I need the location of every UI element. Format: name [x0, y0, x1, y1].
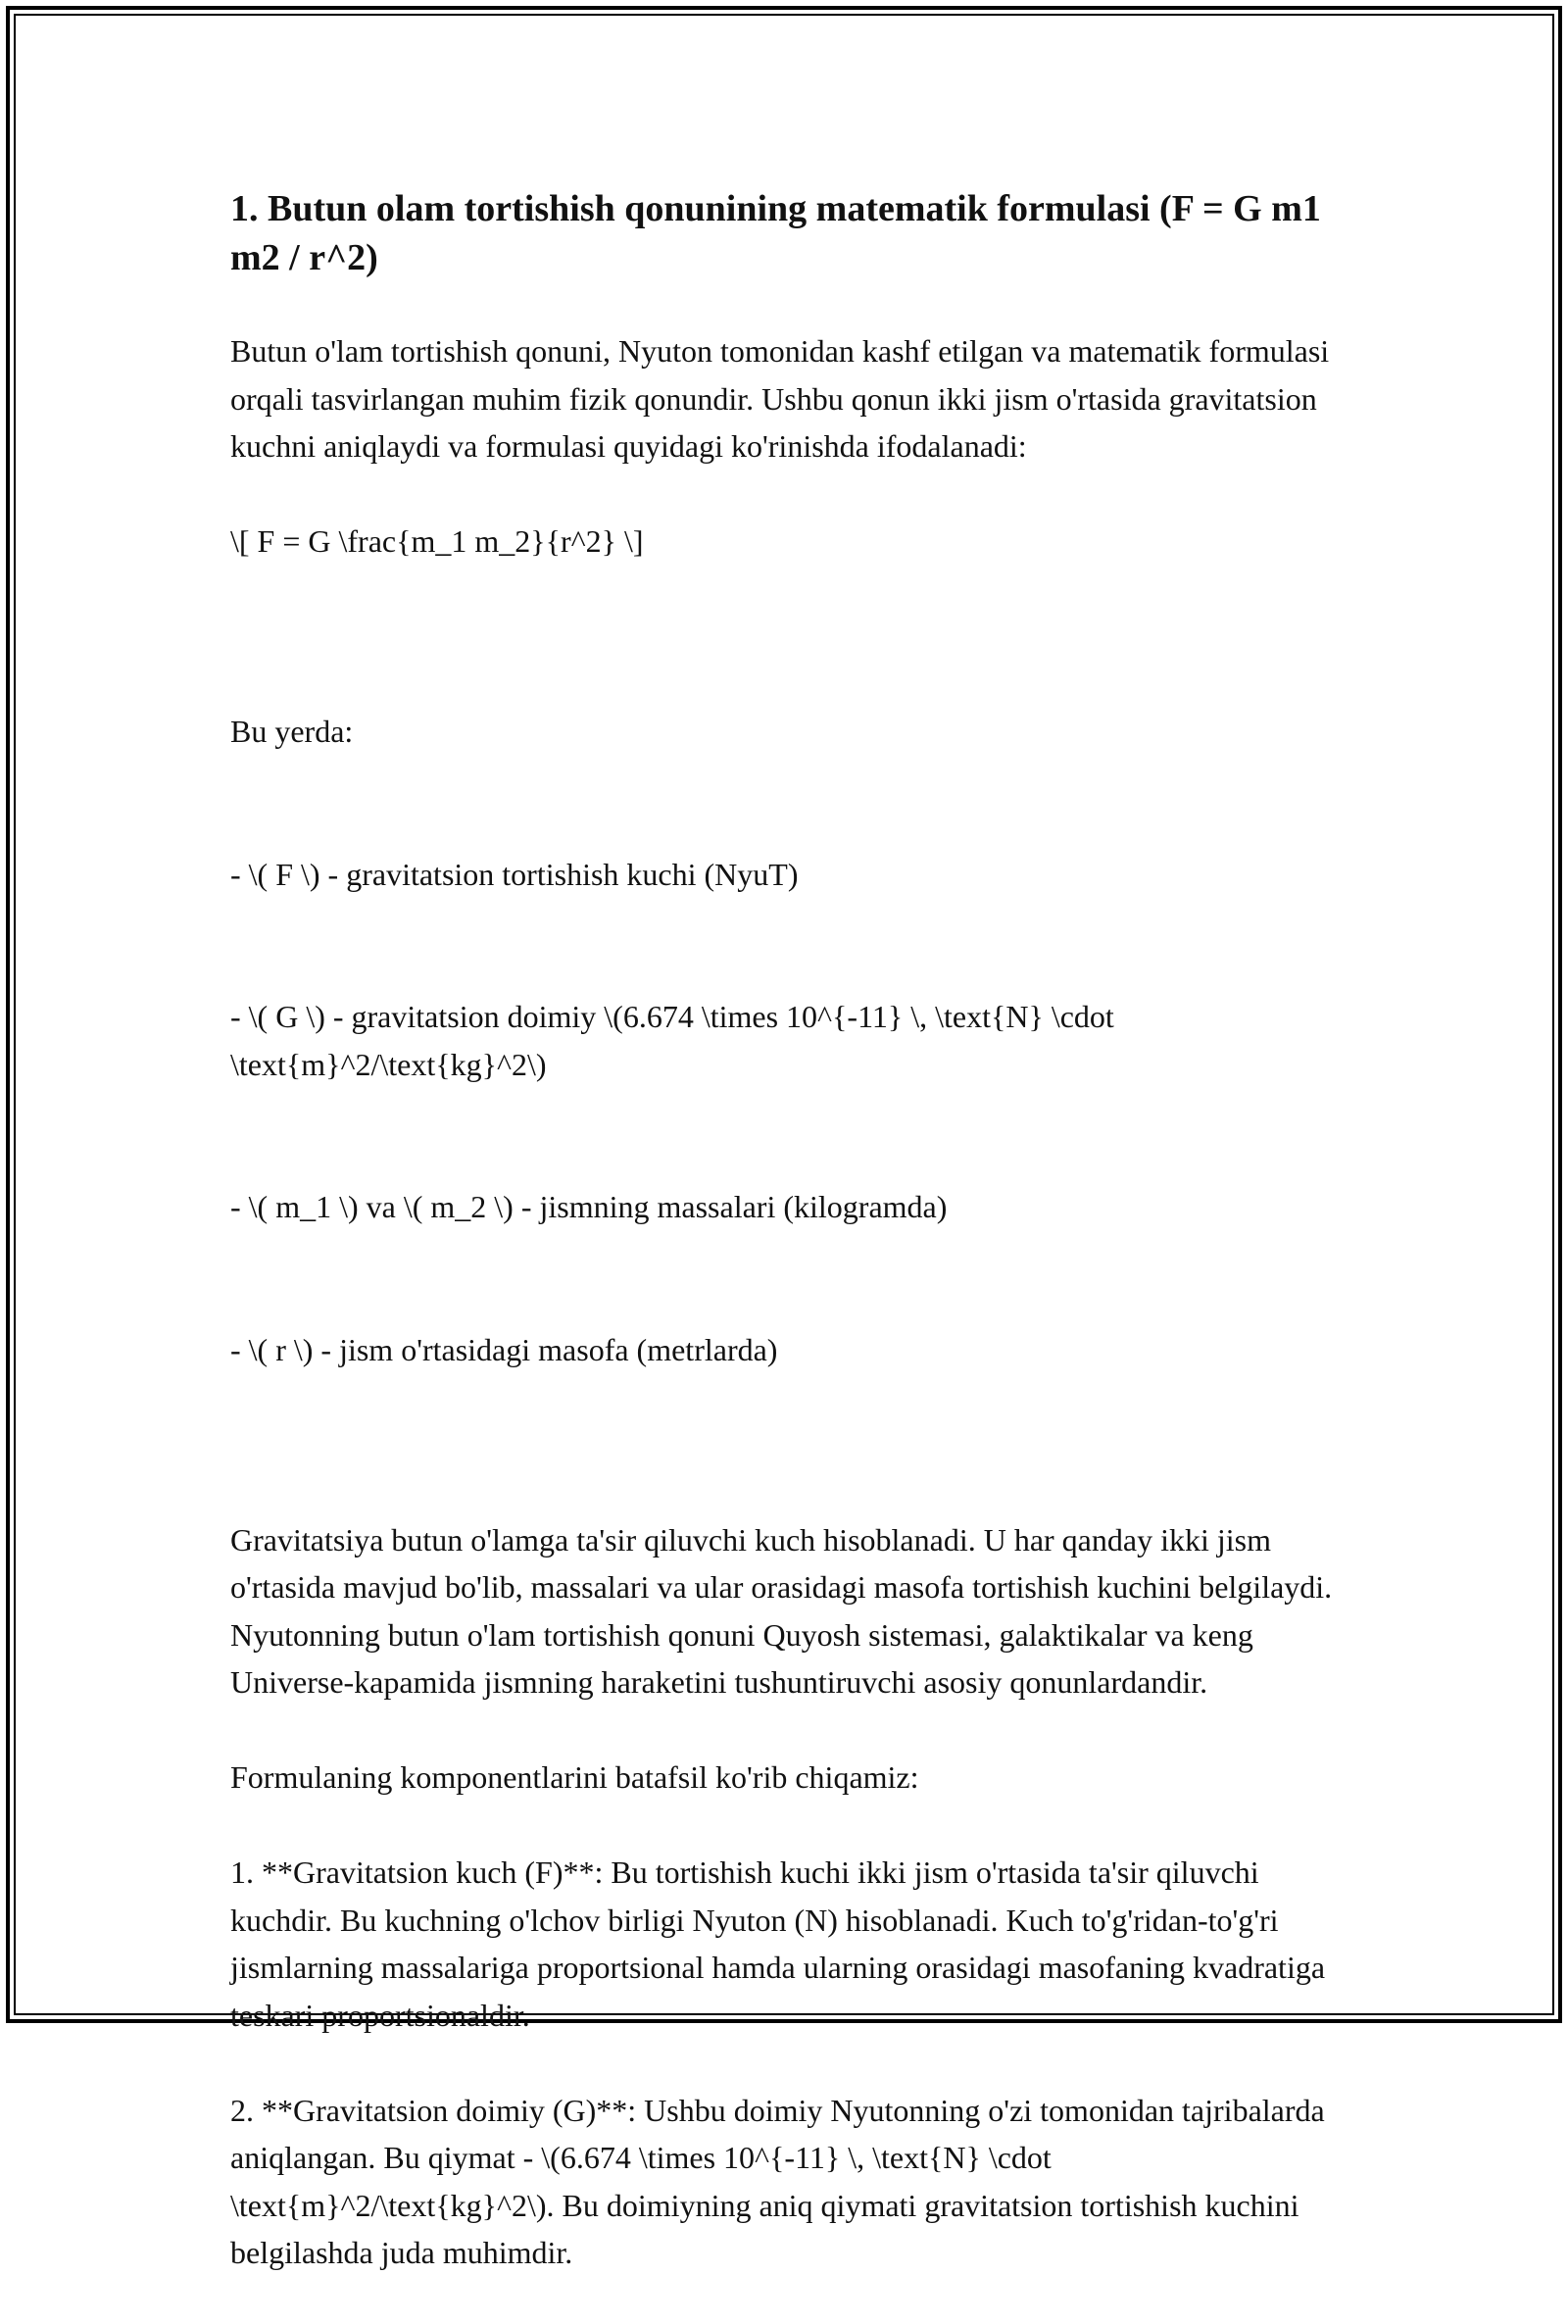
components-intro: Formulaning komponentlarini batafsil ko'rib chiqamiz: — [230, 1759, 919, 1795]
variables-lead: Bu yerda: — [230, 714, 354, 749]
gravity-paragraph: Gravitatsiya butun o'lamga ta'sir qiluvchi kuch hisoblanadi. U har qanday ikki jism o'rtasida mavjud bo'lib, massalari va ular orasidagi masofa tortishish kuchini belgilaydi. Nyutonning butun o'lam tortishish qonuni Quyosh sistemasi, galaktikalar va keng Universe-kapamida jismning haraketini tushuntiruvchi asosiy qonunlardandir. — [230, 1521, 1341, 1700]
list-item: - \( m_1 \) va \( m_2 \) - jismning massalari (kilogramda) — [230, 1189, 948, 1224]
formula-line: \[ F = G \frac{m_1 m_2}{r^2} \] — [230, 523, 644, 559]
section-heading: 1. Butun olam tortishish qonunining matematik formulasi (F = G m1 m2 / r^2) — [230, 188, 1321, 278]
document-body — [230, 184, 1341, 2324]
list-item: - \( F \) - gravitatsion tortishish kuchi (NyuT) — [230, 856, 799, 892]
variables-list — [230, 613, 1338, 1468]
component-2-paragraph: 2. **Gravitatsion doimiy (G)**: Ushbu doimiy Nyutonning o'zi tomonidan tajribalarda aniqlangan. Bu qiymat - \(6.674 \times 10^{-11} \, \text{N} \cdot \text{m}^2/\text{kg}^2\). Bu doimiyning aniq qiymati gravitatsion tortishish kuchini belgilashda juda muhimdir. — [230, 2092, 1333, 2270]
list-item: - \( r \) - jism o'rtasidagi masofa (metrlarda) — [230, 1331, 778, 1367]
intro-paragraph: Butun o'lam tortishish qonuni, Nyuton tomonidan kashf etilgan va matematik formulasi orqali tasvirlangan muhim fizik qonundir. Ushbu qonun ikki jism o'rtasida gravitatsion kuchni aniqlaydi va formulasi quyidagi ko'rinishda ifodalanadi: — [230, 333, 1338, 464]
component-1-paragraph: 1. **Gravitatsion kuch (F)**: Bu tortishish kuchi ikki jism o'rtasida ta'sir qiluvchi kuchdir. Bu kuchning o'lchov birligi Nyuton (N) hisoblanadi. Kuch to'g'ridan-to'g'ri jismlarning massalariga proportsional hamda ularning orasidagi masofaning kvadratiga teskari proportsionaldir. — [230, 1854, 1334, 2033]
list-item: - \( G \) - gravitatsion doimiy \(6.674 \times 10^{-11} \, \text{N} \cdot \text{m}^2/\text{kg}^2\) — [230, 999, 1122, 1082]
